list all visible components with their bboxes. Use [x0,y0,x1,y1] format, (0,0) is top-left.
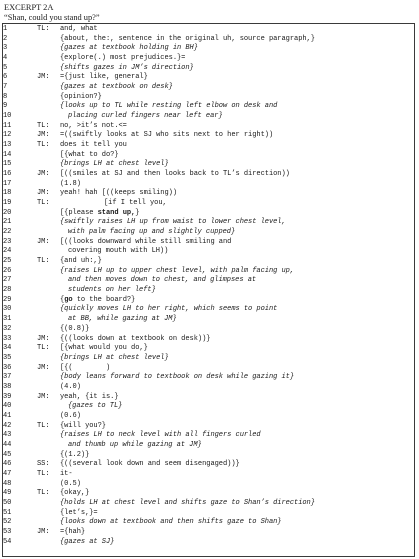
line-number: 37 [3,373,12,382]
utterance-text [60,509,98,519]
transcript-line [3,218,413,228]
transcript-line [3,54,413,64]
transcript-line [3,441,413,451]
line-number: 14 [3,150,12,159]
text-segment: {raises LH up to upper chest level, with palm facing up, [60,266,295,275]
transcript-line [3,383,413,393]
utterance-text [60,305,277,315]
line-number: 13 [3,141,12,150]
line-number: 51 [3,508,12,517]
speaker-label: TL: [37,421,50,430]
transcript-line [3,64,413,74]
transcript-line [3,25,413,35]
utterance-text [60,480,81,490]
text-segment: {gazes to TL} [68,402,123,411]
line-number: 43 [3,431,12,440]
utterance-text [68,286,156,296]
line-number: 32 [3,324,12,333]
line-number: 7 [3,83,8,92]
line-number: 31 [3,315,12,324]
text-segment: {about, the:, sentence in the original uh, source paragraph,} [60,34,315,43]
utterance-text [60,131,273,141]
text-segment: {brings LH at chest level} [60,160,169,169]
transcript-line [3,460,413,470]
utterance-text [68,276,256,286]
utterance-text [68,402,122,412]
speaker-label: JM: [37,527,50,536]
text-segment: {(0.8)} [60,324,90,333]
text-segment: no, >it’s not.<= [60,121,127,130]
transcript-line [3,199,413,209]
line-number: 47 [3,469,12,478]
text-segment: {gazes at SJ} [60,537,115,546]
excerpt-subtitle: “Shan, could you stand up?” [4,12,100,22]
line-number: 22 [3,228,12,237]
text-segment: {((looks down at textbook on desk))} [60,334,211,343]
utterance-text [60,151,119,161]
transcript-line [3,160,413,170]
line-number: 4 [3,54,8,63]
utterance-text [60,383,81,393]
line-number: 35 [3,353,12,362]
utterance-text [60,160,169,170]
speaker-label: SS: [37,460,50,469]
transcript-line [3,141,413,151]
line-number: 17 [3,179,12,188]
line-number: 20 [3,208,12,217]
speaker-label: TL: [37,199,50,208]
transcript-line [3,480,413,490]
line-number: 42 [3,421,12,430]
text-segment: {swiftly raises LH up from waist to lower chest level, [60,218,286,227]
text-segment: and then moves down to chest, and glimpses at [68,276,257,285]
utterance-text [60,431,261,441]
text-segment: {gazes at textbook holding in BH} [60,44,198,53]
text-segment: [((smiles at SJ and then looks back to TL’s direction)) [60,170,290,179]
text-segment: {and uh:,} [60,257,102,266]
utterance-text [60,296,135,306]
line-number: 3 [3,44,8,53]
transcript-line [3,354,413,364]
text-segment: to the board?} [72,295,136,304]
utterance-text [60,54,185,64]
utterance-text [60,267,294,277]
utterance-text [60,170,290,180]
speaker-label: TL: [37,469,50,478]
text-segment: it- [60,469,73,478]
utterance-text [60,412,81,422]
text-segment: {(1.2)} [60,450,90,459]
line-number: 10 [3,112,12,121]
transcript-line [3,489,413,499]
line-number: 2 [3,34,8,43]
line-number: 9 [3,102,8,111]
line-number: 41 [3,411,12,420]
utterance-text [60,460,240,470]
transcript-line [3,528,413,538]
line-number: 11 [3,121,12,130]
transcript-line [3,286,413,296]
transcript-line [3,44,413,54]
utterance-text [60,364,110,374]
line-number: 34 [3,344,12,353]
utterance-text [60,25,98,35]
text-segment: [{( ) [60,363,111,372]
line-number: 26 [3,266,12,275]
transcript-line [3,238,413,248]
utterance-text [60,218,286,228]
text-segment: =((swiftly looks at SJ who sits next to her right)) [60,131,274,140]
text-segment: at BB, while gazing at JM} [68,315,177,324]
line-number: 25 [3,257,12,266]
transcript-line [3,315,413,325]
speaker-label: TL: [37,141,50,150]
line-number: 39 [3,392,12,401]
utterance-text [60,122,127,132]
excerpt-title: EXCERPT 2A [4,3,54,12]
text-segment: [if I tell you, [104,199,167,208]
utterance-text [60,354,169,364]
speaker-label: JM: [37,189,50,198]
utterance-text [60,257,102,267]
line-number: 18 [3,189,12,198]
line-number: 50 [3,498,12,507]
line-number: 30 [3,305,12,314]
text-segment: (0.6) [60,411,81,420]
speaker-label: TL: [37,25,50,33]
text-segment: {okay,} [60,489,90,498]
utterance-text [68,315,177,325]
line-number: 54 [3,537,12,546]
line-number: 29 [3,295,12,304]
text-segment: {looks up to TL while resting left elbow on desk and [60,102,278,111]
line-number: 23 [3,237,12,246]
text-segment: covering mouth with LH)) [68,247,169,256]
line-number: 12 [3,131,12,140]
text-segment: ={hah} [60,527,86,536]
transcript-line [3,276,413,286]
transcript-line [3,122,413,132]
speaker-label: TL: [37,121,50,130]
line-number: 15 [3,160,12,169]
transcript-line [3,296,413,306]
utterance-text [60,93,102,103]
text-segment: {raises LH to neck level with all fingers curled [60,431,261,440]
line-number: 21 [3,218,12,227]
speaker-label: JM: [37,73,50,82]
speaker-label: TL: [37,257,50,266]
text-segment: (4.0) [60,382,81,391]
text-segment: {brings LH at chest level} [60,353,169,362]
transcript-line [3,412,413,422]
transcript-line [3,509,413,519]
text-segment: (1.8) [60,179,81,188]
utterance-text [60,470,73,480]
transcript-line [3,325,413,335]
text-segment: {((several look down and seem disengaged))} [60,460,240,469]
utterance-text [60,393,119,403]
speaker-label: JM: [37,237,50,246]
text-segment: [{what to do?} [60,150,119,159]
utterance-text [60,499,315,509]
line-number: 8 [3,92,8,101]
transcript-line [3,257,413,267]
line-number: 33 [3,334,12,343]
text-segment: and thumb up while gazing at JM} [68,440,202,449]
utterance-text [60,102,277,112]
line-number: 44 [3,440,12,449]
text-segment: [((looks downward while still smiling and [60,237,232,246]
line-number: 52 [3,518,12,527]
utterance-text [104,199,167,209]
transcript-lines [3,25,413,547]
speaker-label: JM: [37,363,50,372]
transcript-line [3,499,413,509]
utterance-text [60,180,81,190]
transcript-line [3,83,413,93]
speaker-label: JM: [37,392,50,401]
utterance-text [68,247,168,257]
transcript-line [3,422,413,432]
text-segment: {shifts gazes in JM’s direction} [60,63,194,72]
line-number: 38 [3,382,12,391]
transcript-line [3,189,413,199]
transcript-line [3,73,413,83]
transcript-line [3,470,413,480]
transcript-line [3,518,413,528]
text-segment: {body leans forward to textbook on desk while gazing it} [60,373,295,382]
text-segment: {holds LH at chest level and shifts gaze to Shan’s direction} [60,498,315,507]
line-number: 5 [3,63,8,72]
transcript-line [3,364,413,374]
line-number: 1 [3,25,8,33]
utterance-text [60,325,89,335]
text-segment: {quickly moves LH to her right, which seems to point [60,305,278,314]
line-number: 27 [3,276,12,285]
line-number: 46 [3,460,12,469]
utterance-text [60,141,127,151]
utterance-text [60,373,294,383]
utterance-text [60,528,85,538]
utterance-text [60,422,106,432]
transcript-line [3,451,413,461]
text-segment: {will you?} [60,421,106,430]
transcript-line [3,131,413,141]
transcript-line [3,112,413,122]
text-segment: yeah! hah [((keeps smiling)) [60,189,178,198]
utterance-text [60,518,281,528]
text-segment: does it tell you [60,141,127,150]
transcript-line [3,209,413,219]
utterance-text [60,489,89,499]
speaker-label: TL: [37,344,50,353]
utterance-text [60,209,139,219]
utterance-text [60,44,198,54]
utterance-text [60,83,173,93]
utterance-text [60,238,231,248]
utterance-text [60,73,148,83]
speaker-label: TL: [37,489,50,498]
speaker-label: JM: [37,170,50,179]
utterance-text [68,441,202,451]
text-segment: {explore(.) most prejudices.}= [60,54,186,63]
transcript-line [3,393,413,403]
line-number: 53 [3,527,12,536]
transcript-line [3,35,413,45]
utterance-text [60,189,177,199]
text-segment: {looks down at textbook and then shifts gaze to Shan} [60,518,282,527]
text-segment: students on her left} [68,286,156,295]
text-segment: [{please [60,208,98,217]
transcript-line [3,228,413,238]
text-segment: ={just like, general} [60,73,148,82]
line-number: 16 [3,170,12,179]
transcript-line [3,151,413,161]
text-segment: placing curled fingers near left ear} [68,112,223,121]
transcript-line [3,93,413,103]
emphasized-text: stand up, [97,208,136,217]
emphasized-text: go [64,295,73,304]
text-segment: with palm facing up and slightly cupped} [68,228,236,237]
transcript-line [3,335,413,345]
utterance-text [60,64,194,74]
text-segment: and, what [60,25,98,33]
line-number: 28 [3,286,12,295]
line-number: 19 [3,199,12,208]
speaker-label: JM: [37,131,50,140]
utterance-text [68,112,223,122]
transcript-line [3,305,413,315]
transcript-line [3,431,413,441]
utterance-text [60,538,114,548]
transcript-line [3,402,413,412]
text-segment: {let’s,}= [60,508,98,517]
line-number: 45 [3,450,12,459]
utterance-text [60,344,148,354]
transcript-line [3,180,413,190]
text-segment: {gazes at textbook on desk} [60,83,173,92]
text-segment: } [135,208,140,217]
line-number: 40 [3,402,12,411]
transcript-line [3,267,413,277]
line-number: 6 [3,73,8,82]
text-segment: {opinion?} [60,92,102,101]
utterance-text [68,228,235,238]
utterance-text [60,35,315,45]
text-segment: (0.5) [60,479,81,488]
utterance-text [60,451,89,461]
transcript-line [3,344,413,354]
transcript-line [3,373,413,383]
line-number: 24 [3,247,12,256]
transcript-line [3,538,413,548]
text-segment: yeah, {it is.} [60,392,119,401]
line-number: 48 [3,479,12,488]
line-number: 49 [3,489,12,498]
line-number: 36 [3,363,12,372]
excerpt-heading [4,3,100,22]
text-segment: [{what would you do,} [60,344,148,353]
utterance-text [60,335,210,345]
transcript-line [3,170,413,180]
transcript-line [3,247,413,257]
text-segment: { [60,295,65,304]
speaker-label: JM: [37,334,50,343]
transcript-line [3,102,413,112]
